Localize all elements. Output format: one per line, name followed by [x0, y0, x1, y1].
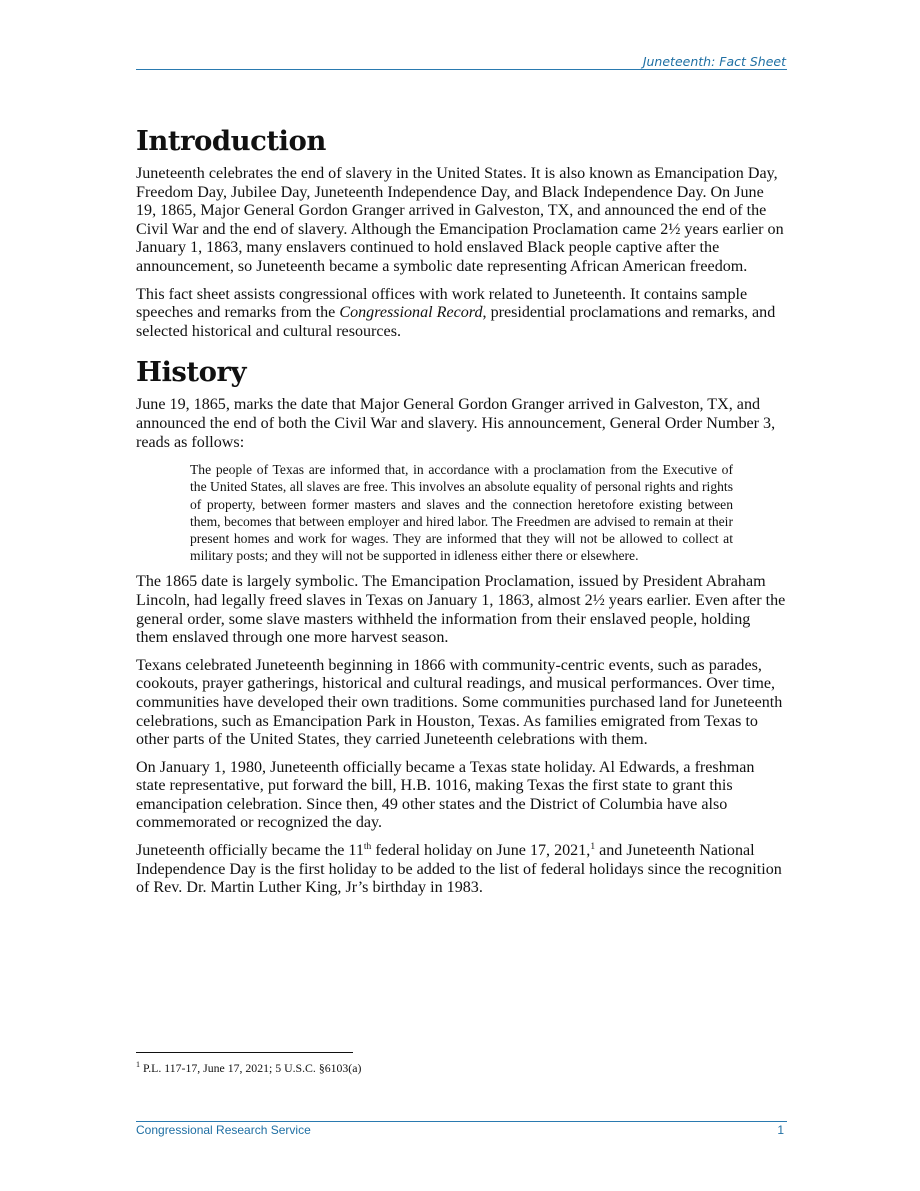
page-number: 1 — [777, 1123, 784, 1137]
introduction-paragraph-2 — [136, 286, 786, 342]
footer-rule — [136, 1121, 787, 1122]
history-p5-text-b: federal holiday on June 17, 2021, — [371, 842, 591, 860]
footer-organization: Congressional Research Service — [136, 1123, 311, 1137]
intro-p2-text-a: This fact sheet assists congressional offices with work related to Juneteenth. It contains sample speeches and remarks from the — [136, 285, 748, 322]
footnote-reference[interactable]: 1 — [590, 842, 596, 853]
history-p5-text-a: Juneteenth officially became the 11 — [136, 842, 364, 860]
history-paragraph-5 — [136, 842, 786, 898]
running-header-title: Juneteenth: Fact Sheet — [642, 54, 786, 69]
intro-p2-text-b: , presidential proclamations and remarks, and selected historical and cultural resources. — [136, 304, 776, 340]
introduction-heading: Introduction — [136, 125, 326, 157]
history-p5-text-c: and Juneteenth National Independence Day is the first holiday to be added to the list of federal holidays since the recognition of Rev. Dr. Martin Luther King, Jr’s birthday in 1983. — [136, 842, 782, 897]
history-paragraph-2: The 1865 date is largely symbolic. The Emancipation Proclamation, issued by President Abraham Lincoln, had legally freed slaves in Texas on January 1, 1863, almost 2½ years earlier. Even after the general order, some slave masters withheld the information from their enslaved people, holding them enslaved through one more harvest season. — [136, 573, 786, 647]
history-paragraph-3: Texans celebrated Juneteenth beginning in 1866 with community-centric events, such as parades, cookouts, prayer gatherings, historical and cultural readings, and musical performances. Over time, communities have developed their own traditions. Some communities purchased land for Juneteenth celebrations, such as Emancipation Park in Houston, Texas. As families emigrated from Texas to other parts of the United States, they carried Juneteenth celebrations with them. — [136, 656, 783, 749]
header-rule — [136, 69, 787, 70]
footnote-marker: 1 — [136, 1060, 140, 1069]
footnote — [136, 1061, 361, 1075]
footnote-rule — [136, 1052, 353, 1053]
ordinal-suffix: th — [363, 842, 372, 853]
general-order-quote: The people of Texas are informed that, in accordance with a proclamation from the Executive of the United States, all slaves are free. This involves an absolute equality of personal rights and rights of property, between former masters and slaves and the connection heretofore existing between them, becomes that between employer and hired labor. The Freedmen are advised to remain at their present homes and work for wages. They are informed that they will not be allowed to collect at military posts; and they will not be supported in idleness either there or elsewhere. — [190, 462, 733, 564]
history-paragraph-1: June 19, 1865, marks the date that Major General Gordon Granger arrived in Galveston, TX, and announced the end of both the Civil War and slavery. His announcement, General Order Number 3, reads as follows: — [136, 396, 776, 451]
history-heading: History — [136, 356, 246, 389]
footnote-text: P.L. 117-17, June 17, 2021; 5 U.S.C. §6103(a) — [140, 1061, 362, 1075]
page-body — [136, 124, 786, 907]
congressional-record-title: Congressional Record — [339, 304, 483, 322]
history-paragraph-4: On January 1, 1980, Juneteenth officially became a Texas state holiday. Al Edwards, a freshman state representative, put forward the bill, H.B. 1016, making Texas the first state to grant this emancipation celebration. Since then, 49 other states and the District of Columbia have also commemorated or recognized the day. — [136, 758, 755, 832]
introduction-paragraph-1: Juneteenth celebrates the end of slavery in the United States. It is also known as Emancipation Day, Freedom Day, Jubilee Day, Juneteenth Independence Day, and Black Independence Day. On June 19, 1865, Major General Gordon Granger arrived in Galveston, TX, and announced the end of the Civil War and the end of slavery. Although the Emancipation Proclamation came 2½ years earlier on January 1, 1863, many enslavers continued to hold enslaved Black people captive after the announcement, so Juneteenth became a symbolic date representing African American freedom. — [136, 165, 784, 275]
